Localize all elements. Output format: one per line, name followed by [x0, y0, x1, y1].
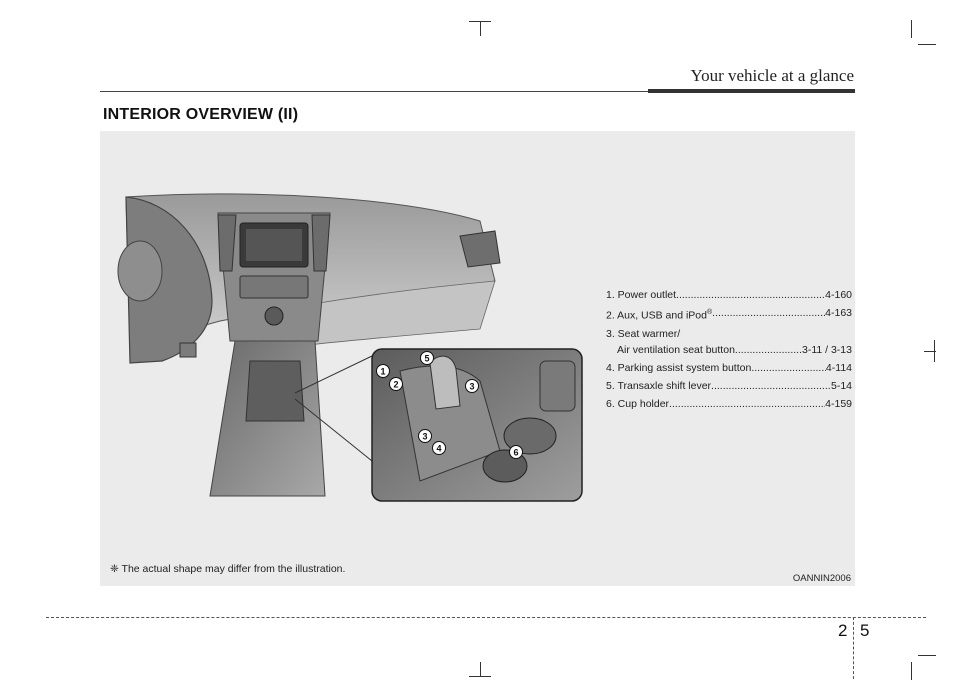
chapter-number: 2 [838, 621, 848, 640]
legend-item [606, 378, 852, 394]
page-separator [853, 617, 854, 679]
crop-mark-top [480, 22, 481, 36]
callout-4-label: 4 [436, 443, 442, 454]
callout-4 [433, 442, 446, 455]
leader-dots [711, 378, 831, 394]
callout-6-label: 6 [513, 447, 519, 458]
legend-item-label: 4. Parking assist system button [606, 361, 752, 374]
callout-3a [466, 380, 479, 393]
legend-item-label: 5. Transaxle shift lever [606, 379, 712, 392]
legend-item-page: 5-14 [830, 379, 852, 392]
crop-mark-bottom-bar [469, 676, 491, 677]
legend-item-page: 4-159 [825, 397, 852, 410]
crop-mark-bottom-right-h [918, 655, 936, 656]
crop-mark-right-bar [924, 351, 936, 352]
legend-item [606, 396, 852, 412]
crop-mark-bottom [480, 662, 481, 676]
callout-2-label: 2 [393, 379, 399, 390]
section-title: INTERIOR OVERVIEW (II) [103, 106, 299, 123]
illustration-note: ❈ The actual shape may differ from the illustration. [110, 563, 346, 575]
legend-item-label: 2. Aux, USB and iPod® [606, 309, 713, 322]
callout-5-label: 5 [424, 353, 430, 364]
legend-item [606, 287, 852, 303]
callout-6 [510, 446, 523, 459]
leader-dots [751, 360, 826, 376]
legend-item-label: Air ventilation seat button [617, 343, 735, 356]
callout-1 [377, 365, 390, 378]
legend-item-label: 1. Power outlet [606, 289, 677, 301]
callout-2 [390, 378, 403, 391]
callout-3a-label: 3 [469, 381, 475, 392]
component-legend [606, 287, 852, 414]
page-number: 5 [860, 621, 870, 640]
crop-mark-top-right-h [918, 44, 936, 45]
control-knob [265, 307, 283, 325]
callout-1-label: 1 [380, 366, 386, 377]
leader-dots [735, 342, 802, 358]
legend-item [606, 360, 852, 376]
legend-item-label: 6. Cup holder [606, 397, 670, 410]
image-code: OANNIN2006 [792, 573, 851, 584]
callout-3b [419, 430, 432, 443]
crop-mark-bottom-right-v [911, 662, 912, 680]
legend-item [606, 305, 852, 324]
footer-rule [46, 617, 926, 618]
crop-mark-top-right-v [911, 20, 912, 38]
legend-item-page: 4-114 [825, 361, 852, 374]
callout-3b-label: 3 [422, 431, 428, 442]
header-rule-accent [648, 89, 855, 93]
pedal [180, 343, 196, 357]
legend-item-page: 4-160 [825, 289, 852, 301]
legend-item-label: 3. Seat warmer/ [606, 327, 681, 340]
leader-dots [676, 287, 825, 303]
leader-dots [712, 305, 825, 324]
legend-item [606, 342, 852, 358]
leader-dots [669, 396, 825, 412]
legend-item-page: 4-163 [825, 307, 852, 319]
legend-item-page: 3-11 / 3-13 [801, 343, 852, 356]
callout-5 [421, 352, 434, 365]
crop-mark-top-bar [469, 21, 491, 22]
running-header: Your vehicle at a glance [690, 66, 854, 85]
illustration-panel [100, 131, 855, 586]
